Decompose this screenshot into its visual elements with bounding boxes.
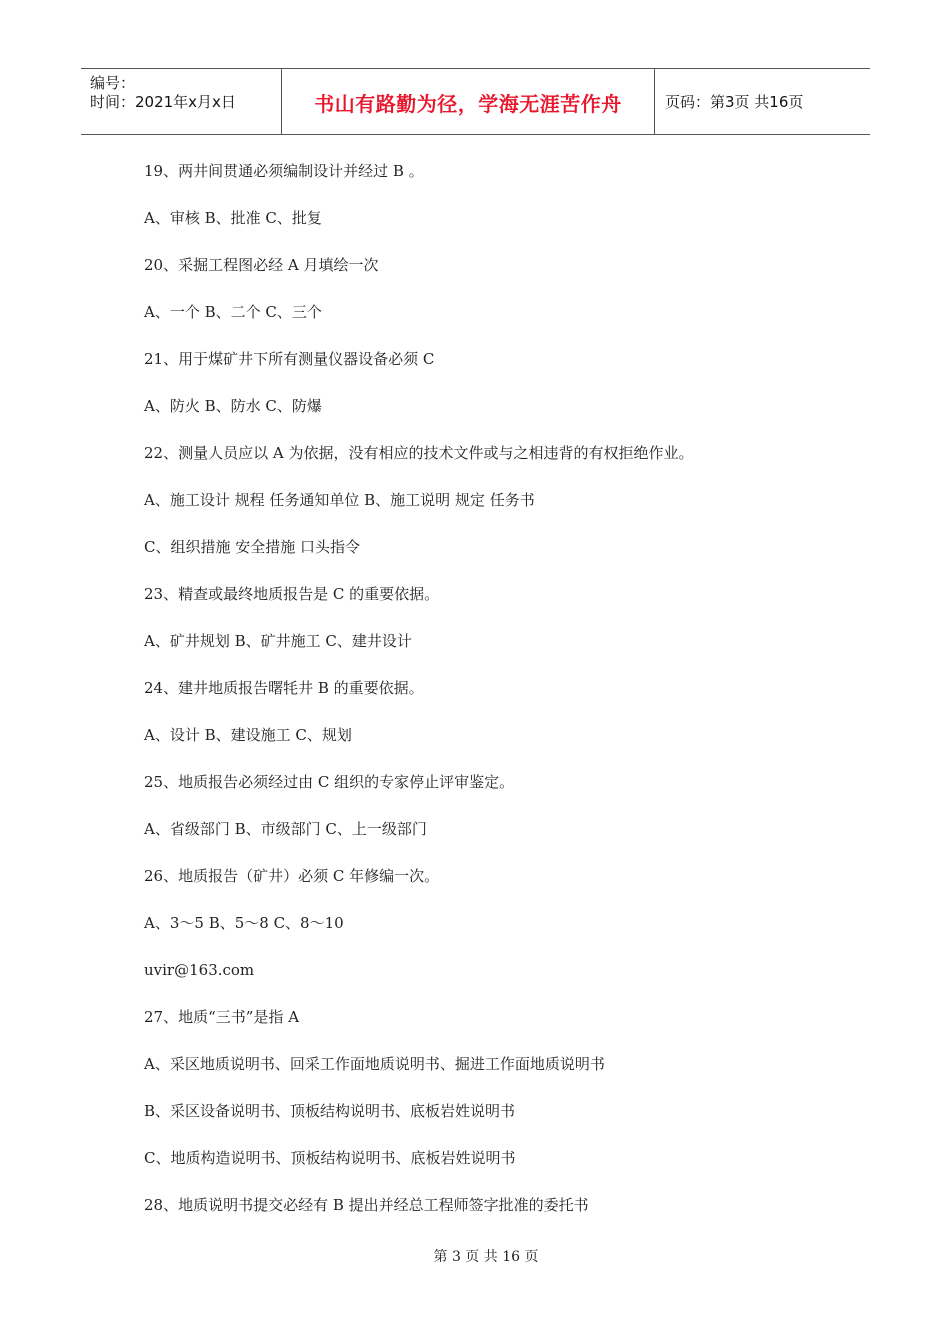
- page-footer: 第 3 页 共 16 页: [433, 1249, 539, 1265]
- text-line: A、审核 B、批准 C、批复: [144, 209, 322, 227]
- header-motto: 书山有路勤为径，学海无涯苦作舟: [314, 92, 622, 116]
- email-line: uvir@163.com: [144, 961, 255, 979]
- text-line: 25、地质报告必须经过由 C 组织的专家停止评审鉴定。: [144, 773, 515, 791]
- text-line: A、省级部门 B、市级部门 C、上一级部门: [144, 820, 427, 838]
- document-number-label: 编号：: [90, 74, 136, 92]
- header-page-info: 页码：第3页 共16页: [665, 93, 804, 111]
- text-line: 23、精查或最终地质报告是 C 的重要依据。: [144, 585, 440, 603]
- text-line: 26、地质报告（矿井）必须 C 年修编一次。: [144, 867, 440, 885]
- text-line: 27、地质“三书”是指 A: [144, 1008, 300, 1026]
- text-line: C、组织措施 安全措施 口头指令: [144, 538, 361, 556]
- text-line: C、地质构造说明书、顶板结构说明书、底板岩姓说明书: [144, 1149, 516, 1167]
- text-line: A、设计 B、建设施工 C、规划: [144, 726, 352, 744]
- header-motto-cell: [282, 69, 655, 134]
- text-line: A、防火 B、防水 C、防爆: [144, 397, 322, 415]
- text-line: 19、两井间贯通必须编制设计并经过 B 。: [144, 162, 424, 180]
- text-line: 21、用于煤矿井下所有测量仪器设备必须 C: [144, 350, 435, 368]
- text-line: A、一个 B、二个 C、三个: [144, 303, 322, 321]
- text-line: 24、建井地质报告曙牦井 B 的重要依据。: [144, 679, 424, 697]
- text-line: 22、测量人员应以 A 为依据，没有相应的技术文件或与之相违背的有权拒绝作业。: [144, 444, 694, 462]
- text-line: B、采区设备说明书、顶板结构说明书、底板岩姓说明书: [144, 1102, 516, 1120]
- header-page-cell: [655, 69, 870, 134]
- text-line: A、矿井规划 B、矿井施工 C、建井设计: [144, 632, 412, 650]
- text-line: 20、采掘工程图必经 A 月填绘一次: [144, 256, 379, 274]
- text-line: A、3～5 B、5～8 C、8～10: [144, 914, 344, 932]
- text-line: 28、地质说明书提交必经有 B 提出并经总工程师签字批准的委托书: [144, 1196, 589, 1214]
- text-line: A、采区地质说明书、回采工作面地质说明书、掘进工作面地质说明书: [144, 1055, 605, 1073]
- document-time-label: 时间：2021年x月x日: [90, 93, 236, 111]
- page-header: [81, 68, 870, 135]
- header-meta-cell: [81, 69, 282, 134]
- document-body: [144, 160, 844, 1241]
- text-line: A、施工设计 规程 任务通知单位 B、施工说明 规定 任务书: [144, 491, 535, 509]
